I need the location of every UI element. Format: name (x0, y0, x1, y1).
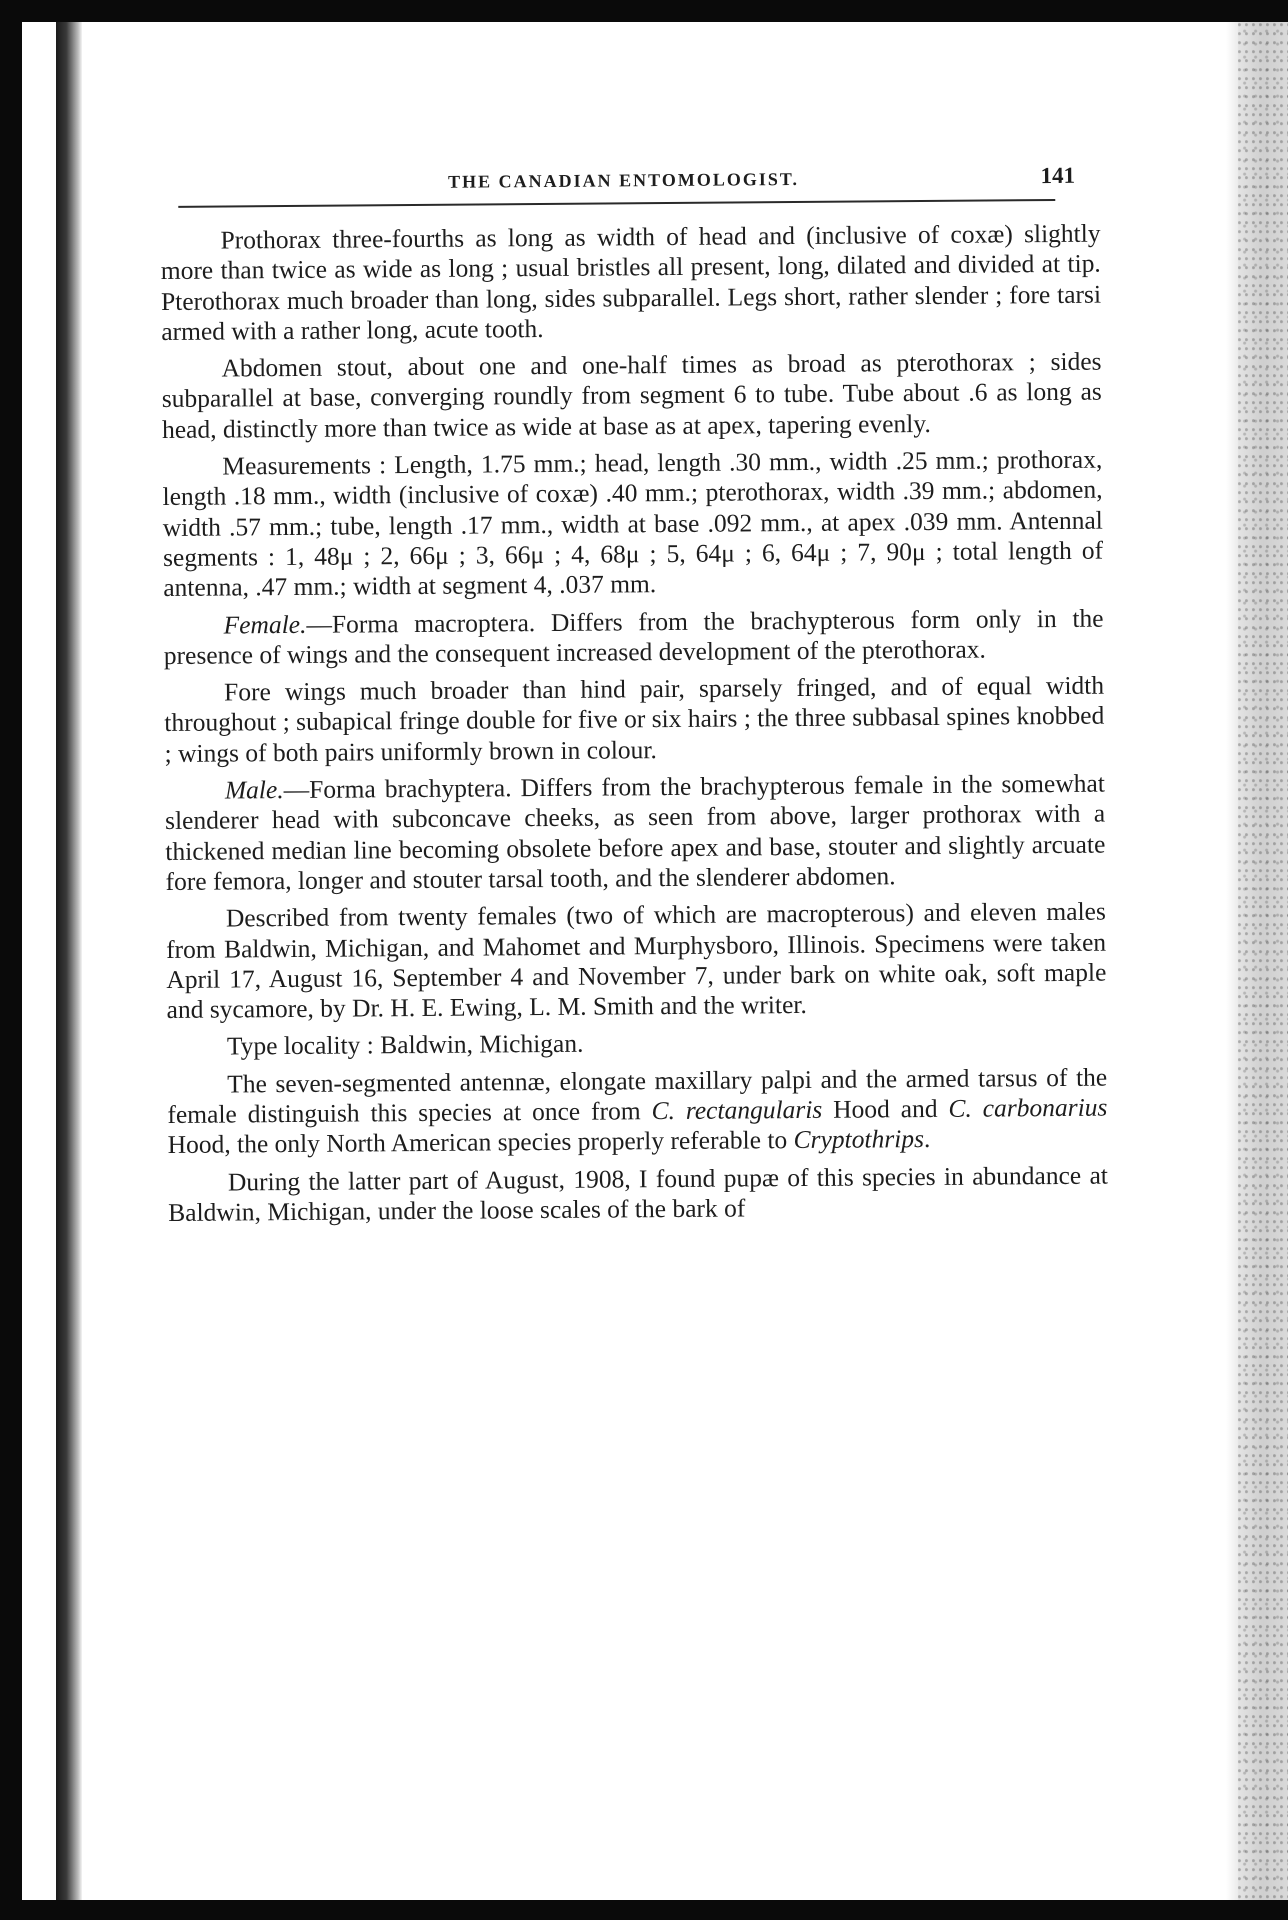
scan-border-left (0, 0, 22, 1920)
female-heading: Female. (223, 609, 307, 640)
body-text (160, 219, 1108, 1229)
paragraph-male: Male.—Forma brachyptera. Differs from the brachypterous female in the somewhat slenderer head with subconcave cheeks, as seen from above, larger prothorax with a thickened median line becoming obsolete before apex and base, stouter and slightly arcuate fore femora, longer and stouter tarsal tooth, and the slenderer abdomen. (164, 768, 1106, 896)
paragraph-abdomen: Abdomen stout, about one and one-half times as broad as pterothorax ; sides subparallel at base, converging roundly from segment 6 to tube. Tube about .6 as long as head, distinctly more than twice as wide at base as at apex, tapering evenly. (161, 346, 1102, 444)
paragraph-female: Female.—Forma macroptera. Differs from the brachypterous form only in the presence of wings and the consequent increased development of the pterothorax. (163, 603, 1104, 670)
paragraph-prothorax: Prothorax three-fourths as long as width of head and (inclusive of coxæ) slightly more than twice as wide as long ; usual bristles all present, long, dilated and divided at tip. Pterothorax much broader than long, sides subparallel. Legs short, rather slender ; fore tarsi armed with a rather long, acute tooth. (160, 218, 1102, 346)
paragraph-fore-wings: Fore wings much broader than hind pair, sparsely fringed, and of equal width throughout ; subapical fringe double for five or six hairs ; the three subbasal spines knobbed ; wings of both pairs uniformly brown in colour. (164, 670, 1105, 768)
paragraph-type-locality: Type locality : Baldwin, Michigan. (226, 1029, 584, 1061)
page-content (160, 163, 1108, 1236)
page-number: 141 (1040, 162, 1076, 189)
running-head: THE CANADIAN ENTOMOLOGIST. (448, 168, 800, 192)
paragraph-described-from: Described from twenty females (two of which are macropterous) and eleven males from Baldwin, Michigan, and Mahomet and Murphysboro, Illinois. Specimens were taken April 17, August 16, September 4 and November 7, under bark on white oak, soft maple and sycamore, by Dr. H. E. Ewing, L. M. Smith and the writer. (166, 896, 1107, 1025)
book-gutter-shadow (56, 22, 82, 1900)
paragraph-pupae: During the latter part of August, 1908, I found pupæ of this species in abundance at Baldwin, Michigan, under the loose scales of the bark of (168, 1160, 1109, 1227)
species-name: C. carbonarius (948, 1092, 1108, 1123)
page-stack-edge (1238, 22, 1288, 1900)
scan-border-bottom (0, 1900, 1288, 1920)
species-name: C. rectangularis (651, 1094, 823, 1126)
page-header (178, 162, 1076, 208)
paragraph-measurements: Measurements : Length, 1.75 mm.; head, length .30 mm., width .25 mm.; prothorax, length .18 mm., width (inclusive of coxæ) .40 mm.; pterothorax, width .39 mm.; abdomen, width .57 mm.; tube, length .17 mm., width at base .092 mm., at apex .039 mm. Antennal segments : 1, 48μ ; 2, 66μ ; 3, 66μ ; 4, 68μ ; 5, 64μ ; 6, 64μ ; 7, 90μ ; total length of antenna, .47 mm.; width at segment 4, .037 mm. (162, 444, 1104, 603)
paragraph-distinguishing: The seven-segmented antennæ, elongate maxillary palpi and the armed tarsus of the female distinguish this species at once from C. rectangularis Hood and C. carbonarius Hood, the only North American species properly referable to Cryptothrips. (167, 1062, 1108, 1160)
scan-border-top (0, 0, 1288, 22)
genus-name: Cryptothrips (793, 1124, 925, 1155)
male-heading: Male. (224, 775, 284, 805)
